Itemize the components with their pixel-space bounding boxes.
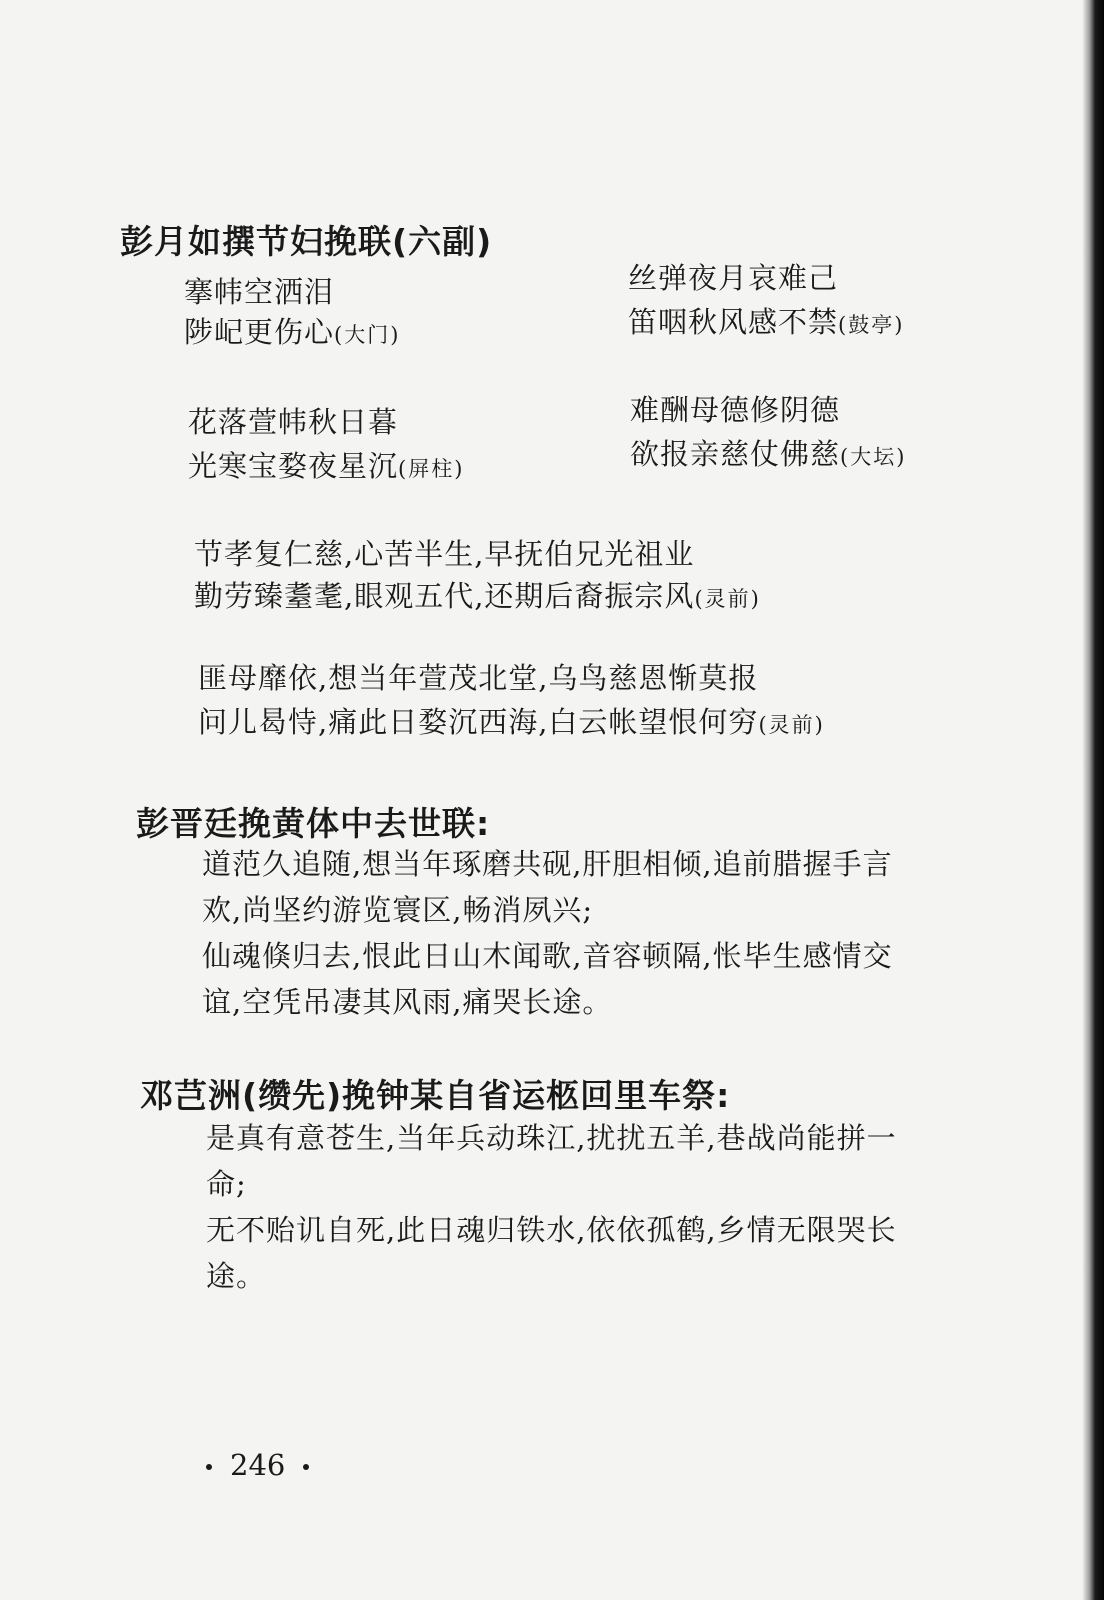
section-title-peng-yueru: 彭月如撰节妇挽联(六副) bbox=[120, 222, 493, 261]
couplet-line: 丝弹夜月哀难己 bbox=[628, 261, 839, 295]
couplet-line: 欢,尚坚约游览寰区,畅消夙兴; bbox=[202, 893, 594, 927]
couplet-line: 节孝复仁慈,心苦半生,早抚伯兄光祖业 bbox=[194, 537, 695, 571]
couplet-line: 花落萱帏秋日暮 bbox=[188, 405, 399, 439]
page-number: 246 bbox=[188, 1448, 327, 1482]
couplet-line: 光寒宝婺夜星沉(屏柱) bbox=[188, 449, 465, 483]
couplet-note: (灵前) bbox=[758, 713, 825, 737]
couplet-note: (大坛) bbox=[840, 445, 907, 469]
couplet-note: (鼓亭) bbox=[838, 313, 905, 337]
couplet-line: 难酬母德修阴德 bbox=[630, 393, 841, 427]
section-title-deng-qizhou: 邓芑洲(缵先)挽钟某自省运柩回里车祭: bbox=[140, 1076, 731, 1115]
page-number-dot bbox=[303, 1464, 309, 1470]
couplet-line: 是真有意苍生,当年兵动珠江,扰扰五羊,巷战尚能拼一 bbox=[206, 1121, 897, 1155]
page-number-dot bbox=[206, 1464, 212, 1470]
couplet-line: 命; bbox=[206, 1167, 247, 1201]
couplet-line: 仙魂倏归去,恨此日山木闻歌,音容顿隔,怅毕生感情交 bbox=[202, 939, 893, 973]
couplet-line: 陟屺更伤心(大门) bbox=[184, 315, 401, 349]
couplet-line: 道范久追随,想当年琢磨共砚,肝胆相倾,追前腊握手言 bbox=[202, 847, 893, 881]
couplet-line: 搴帏空洒泪 bbox=[184, 275, 335, 309]
couplet-line: 笛咽秋风感不禁(鼓亭) bbox=[628, 305, 905, 339]
couplet-note: (大门) bbox=[334, 323, 401, 347]
section-title-peng-jinting: 彭晋廷挽黄体中去世联: bbox=[136, 804, 491, 843]
couplet-line: 无不贻讥自死,此日魂归铁水,依依孤鹤,乡情无限哭长 bbox=[206, 1213, 897, 1247]
couplet-line: 勤劳臻耋耄,眼观五代,还期后裔振宗风(灵前) bbox=[194, 579, 761, 613]
couplet-line: 谊,空凭吊凄其风雨,痛哭长途。 bbox=[202, 985, 613, 1019]
page-edge-shadow bbox=[1082, 0, 1104, 1600]
couplet-line: 问儿曷恃,痛此日婺沉西海,白云帐望恨何穷(灵前) bbox=[198, 705, 825, 739]
couplet-note: (屏柱) bbox=[398, 457, 465, 481]
couplet-line: 途。 bbox=[206, 1259, 267, 1293]
couplet-note: (灵前) bbox=[694, 587, 761, 611]
couplet-line: 欲报亲慈仗佛慈(大坛) bbox=[630, 437, 907, 471]
couplet-line: 匪母靡依,想当年萱茂北堂,乌鸟慈恩惭莫报 bbox=[198, 661, 759, 695]
